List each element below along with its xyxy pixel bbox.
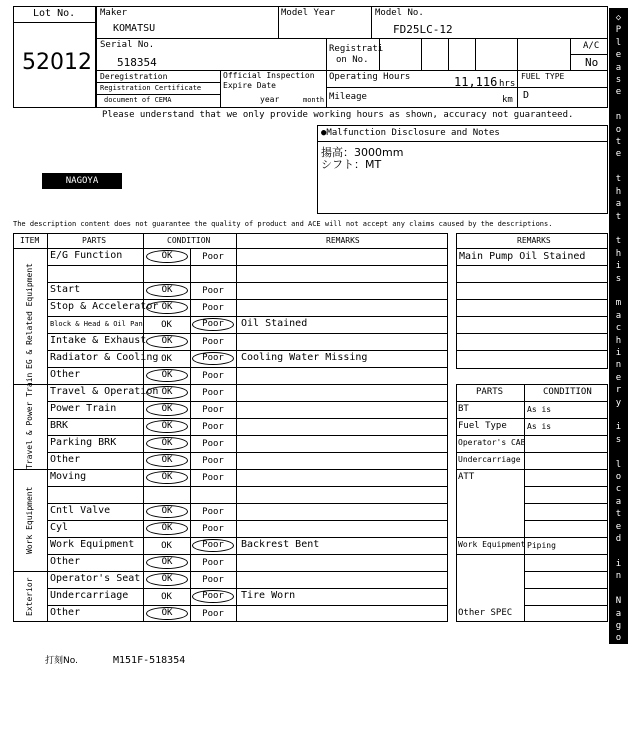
sidebar-char: a — [615, 199, 622, 210]
sidebar-char: r — [615, 707, 622, 718]
row-part: Block & Head & Oil Pan — [50, 320, 143, 328]
maker-label: Maker — [100, 8, 128, 18]
condition-poor: Poor — [202, 575, 224, 585]
parts-row-line — [456, 469, 608, 470]
ac-value: No — [585, 56, 599, 69]
parts-header-line — [456, 401, 608, 402]
sidebar-char: a — [615, 658, 622, 669]
sidebar-char: d — [615, 534, 622, 545]
row-remark: Tire Worn — [241, 590, 296, 601]
parts-col-header: PARTS — [476, 387, 504, 397]
sidebar-char: e — [615, 50, 622, 61]
stamp-label: 打刻No. — [45, 656, 78, 666]
row-part: Other — [50, 556, 81, 567]
sidebar-char: a — [615, 496, 622, 507]
parts-row-name: Undercarriage — [458, 455, 521, 464]
condition-poor: Poor — [202, 456, 224, 466]
condition-col-header: CONDITION — [543, 387, 592, 397]
condition-ok-selected: OK — [146, 607, 188, 620]
ac-label: A/C — [583, 41, 600, 51]
sidebar-char: g — [615, 620, 622, 631]
row-part: Other — [50, 454, 81, 465]
sidebar-char: n — [615, 360, 622, 371]
parts-row-name: Fuel Type — [458, 421, 507, 431]
sidebar-char — [616, 161, 621, 173]
row-line — [47, 282, 448, 283]
right-remarks-header: REMARKS — [517, 236, 551, 245]
malfunction-line-1: 揚高：3000mm — [321, 146, 404, 159]
row-part: Other — [50, 607, 81, 618]
sidebar-char — [616, 223, 621, 235]
parts-row-line — [456, 537, 608, 538]
condition-ok-selected: OK — [146, 505, 188, 518]
row-line — [47, 605, 448, 606]
row-part: Operator's Seat — [50, 573, 141, 584]
condition-ok-selected: OK — [146, 522, 188, 535]
condition-poor-selected: Poor — [192, 352, 234, 365]
parts-row-name: BT — [458, 404, 469, 414]
sidebar-char: t — [615, 211, 622, 222]
maker-value: KOMATSU — [113, 23, 156, 34]
parts-subrow-line — [524, 520, 608, 521]
row-part: Intake & Exhaust — [50, 335, 147, 346]
parts-subrow-line — [524, 503, 608, 504]
parts-row-name: Operator's CAB — [458, 438, 526, 447]
sidebar-char: a — [615, 695, 622, 706]
sidebar-char: t — [615, 174, 622, 185]
col-remarks-header: REMARKS — [326, 236, 360, 245]
row-remark: Cooling Water Missing — [241, 352, 368, 363]
sidebar-char — [616, 670, 621, 682]
cema-label: document of CEMA — [104, 96, 172, 104]
mileage-label: Mileage — [329, 92, 367, 102]
sidebar-char: y — [615, 397, 622, 408]
row-line — [47, 452, 448, 453]
col-item-header: ITEM — [20, 236, 40, 245]
condition-poor: Poor — [202, 388, 224, 398]
row-part: E/G Function — [50, 250, 123, 261]
condition-poor-selected: Poor — [192, 539, 234, 552]
sidebar-char: h — [615, 335, 622, 346]
lot-label: Lot No. — [33, 8, 76, 19]
sidebar-char: s — [615, 434, 622, 445]
sidebar-char: a — [615, 608, 622, 619]
sidebar-char: m — [615, 298, 622, 309]
sidebar-char — [616, 583, 621, 595]
row-line — [47, 265, 448, 266]
row-line — [47, 316, 448, 317]
sidebar-char: o — [615, 124, 622, 135]
sidebar-char: t — [615, 509, 622, 520]
group-label: Exterior — [25, 577, 34, 616]
condition-ok: OK — [161, 320, 172, 330]
row-part: Other — [50, 369, 81, 380]
model-year-label: Model Year — [281, 8, 336, 18]
inspection-label-2: Expire Date — [223, 81, 276, 90]
parts-row-name: Other SPEC — [458, 608, 513, 618]
condition-poor: Poor — [202, 337, 224, 347]
condition-ok-selected: OK — [146, 284, 188, 297]
sidebar-char: e — [615, 372, 622, 383]
sidebar-char — [616, 446, 621, 458]
sidebar-char: s — [615, 273, 622, 284]
sidebar-char: c — [615, 323, 622, 334]
parts-row-condition: Piping — [527, 541, 556, 550]
condition-poor: Poor — [202, 405, 224, 415]
sidebar-char: ◇ — [615, 732, 622, 743]
condition-poor-selected: Poor — [192, 590, 234, 603]
condition-ok-selected: OK — [146, 250, 188, 263]
month-label: month — [303, 96, 325, 104]
condition-ok-selected: OK — [146, 556, 188, 569]
row-line — [47, 367, 448, 368]
lot-number: 52012 — [22, 50, 92, 75]
row-line — [47, 588, 448, 589]
group-label: Travel & Power Train — [25, 372, 34, 469]
col-parts-header: PARTS — [82, 236, 107, 245]
condition-poor: Poor — [202, 252, 224, 262]
sidebar-char: n — [615, 112, 622, 123]
sidebar-char: t — [615, 137, 622, 148]
condition-poor: Poor — [202, 422, 224, 432]
sidebar-char: Y — [615, 682, 622, 693]
condition-ok-selected: OK — [146, 420, 188, 433]
sidebar-char: N — [615, 596, 622, 607]
parts-row-line — [456, 418, 608, 419]
row-part: Parking BRK — [50, 437, 117, 448]
parts-row-condition: As is — [527, 422, 552, 431]
sidebar-char: l — [615, 37, 622, 48]
parts-row-name: Work Equipment — [458, 540, 526, 549]
sidebar-char: a — [615, 62, 622, 73]
serial-value: 518354 — [117, 56, 157, 69]
fuel-type-label: FUEL TYPE — [521, 72, 565, 81]
parts-subrow-line — [524, 588, 608, 589]
sidebar-char: d — [615, 720, 622, 731]
reg-cert-label: Registration Certificate — [100, 84, 202, 92]
sidebar-char: ◇ — [615, 13, 622, 23]
condition-ok-selected: OK — [146, 301, 188, 314]
row-part: Travel & Operation — [50, 386, 159, 397]
condition-ok-selected: OK — [146, 403, 188, 416]
sidebar-char: P — [615, 25, 622, 36]
sidebar-char: n — [615, 571, 622, 582]
condition-ok-selected: OK — [146, 471, 188, 484]
group-line — [13, 571, 448, 572]
table-col-line — [143, 233, 144, 622]
parts-row-line — [456, 452, 608, 453]
group-label: EG & Related Equipment — [25, 263, 34, 369]
op-hours-label: Operating Hours — [329, 72, 411, 82]
condition-poor: Poor — [202, 473, 224, 483]
sidebar-char — [616, 409, 621, 421]
condition-ok: OK — [161, 541, 172, 551]
row-part: Start — [50, 284, 81, 295]
row-part: Work Equipment — [50, 539, 135, 550]
row-part: Power Train — [50, 403, 117, 414]
fuel-type-value: D — [523, 90, 530, 101]
sidebar-char: t — [615, 236, 622, 247]
row-line — [47, 333, 448, 334]
condition-poor: Poor — [202, 524, 224, 534]
sidebar-char: s — [615, 75, 622, 86]
malfunction-line-2: シフト：MT — [321, 158, 382, 171]
condition-ok: OK — [161, 354, 172, 364]
sidebar-char: i — [615, 261, 622, 272]
condition-ok-selected: OK — [146, 369, 188, 382]
malfunction-title: ●Malfunction Disclosure and Notes — [321, 128, 500, 138]
condition-poor: Poor — [202, 286, 224, 296]
sidebar-char: e — [615, 521, 622, 532]
sidebar-char — [616, 285, 621, 297]
row-part: Cyl — [50, 522, 69, 533]
sidebar-char: l — [615, 459, 622, 470]
row-remark: Backrest Bent — [241, 539, 320, 550]
right-remarks-line-1: Main Pump Oil Stained — [459, 251, 586, 262]
model-no-value: FD25LC-12 — [393, 23, 453, 36]
condition-poor: Poor — [202, 371, 224, 381]
table-header-line — [13, 248, 448, 249]
row-line — [47, 537, 448, 538]
sidebar-char: i — [615, 558, 622, 569]
parts-subrow-line — [524, 486, 608, 487]
condition-ok-selected: OK — [146, 437, 188, 450]
serial-label: Serial No. — [100, 40, 155, 50]
year-label: year — [260, 95, 280, 104]
parts-row-line — [456, 554, 608, 555]
condition-poor: Poor — [202, 439, 224, 449]
remarks-row-line — [456, 265, 608, 266]
row-line — [47, 401, 448, 402]
inspection-label-1: Official Inspection — [223, 71, 315, 80]
condition-ok: OK — [161, 592, 172, 602]
remarks-row-line — [456, 316, 608, 317]
condition-poor: Poor — [202, 558, 224, 568]
row-part: Cntl Valve — [50, 505, 111, 516]
group-label: Work Equipment — [25, 486, 34, 554]
op-hours-value: 11,116 — [454, 75, 498, 89]
row-part: Undercarriage — [50, 590, 129, 601]
remarks-row-line — [456, 282, 608, 283]
row-remark: Oil Stained — [241, 318, 308, 329]
km-unit: km — [502, 95, 513, 105]
sidebar-char: a — [615, 310, 622, 321]
sidebar-char: h — [615, 186, 622, 197]
col-condition-header: CONDITION — [167, 236, 211, 245]
parts-row-condition: As is — [527, 405, 552, 414]
parts-subrow-line — [524, 605, 608, 606]
row-line — [47, 418, 448, 419]
sidebar-char: e — [615, 149, 622, 160]
group-line — [13, 469, 448, 470]
parts-row-line — [456, 435, 608, 436]
disclaimer: The description content does not guarantee the quality of product and ACE will not accept any claims caused by the descriptions. — [13, 220, 553, 228]
deregistration-label: Deregistration — [100, 72, 168, 81]
condition-ok-selected: OK — [146, 454, 188, 467]
condition-ok-selected: OK — [146, 386, 188, 399]
sidebar-char: i — [615, 422, 622, 433]
model-no-label: Model No. — [375, 8, 424, 18]
registration-label-1: Registrati — [329, 44, 384, 54]
sidebar-char: y — [615, 645, 622, 656]
row-line — [47, 554, 448, 555]
condition-poor: Poor — [202, 303, 224, 313]
condition-poor: Poor — [202, 609, 224, 619]
hrs-unit: hrs — [499, 79, 516, 89]
row-line — [47, 486, 448, 487]
sidebar-text — [609, 8, 628, 744]
sidebar-char: i — [615, 347, 622, 358]
sidebar-char: o — [615, 472, 622, 483]
row-part: BRK — [50, 420, 69, 431]
row-part: Radiator & Cooling — [50, 352, 159, 363]
sidebar-char — [616, 99, 621, 111]
table-col-line — [47, 233, 48, 622]
row-part: Stop & Accelerator — [50, 301, 159, 312]
row-line — [47, 435, 448, 436]
remarks-row-line — [456, 299, 608, 300]
row-part: Moving — [50, 471, 87, 482]
sidebar-char: o — [615, 633, 622, 644]
row-line — [47, 299, 448, 300]
location-badge: NAGOYA — [42, 173, 122, 189]
sidebar-char: r — [615, 385, 622, 396]
sidebar-char — [616, 545, 621, 557]
sidebar-char: c — [615, 484, 622, 495]
stamp-value: M151F-518354 — [113, 655, 186, 666]
parts-row-name: ATT — [458, 472, 475, 482]
remarks-row-line — [456, 333, 608, 334]
hours-notice: Please understand that we only provide working hours as shown, accuracy not guaranteed. — [102, 110, 574, 120]
location-notice-sidebar — [609, 8, 628, 743]
sidebar-char: e — [615, 87, 622, 98]
condition-ok-selected: OK — [146, 335, 188, 348]
row-line — [47, 520, 448, 521]
group-line — [13, 384, 448, 385]
condition-ok-selected: OK — [146, 573, 188, 586]
condition-poor-selected: Poor — [192, 318, 234, 331]
table-col-line — [236, 233, 237, 622]
remarks-row-line — [456, 350, 608, 351]
condition-poor: Poor — [202, 507, 224, 517]
registration-label-2: on No. — [336, 55, 369, 65]
sidebar-char: h — [615, 248, 622, 259]
parts-subrow-line — [524, 571, 608, 572]
row-line — [47, 503, 448, 504]
row-line — [47, 350, 448, 351]
